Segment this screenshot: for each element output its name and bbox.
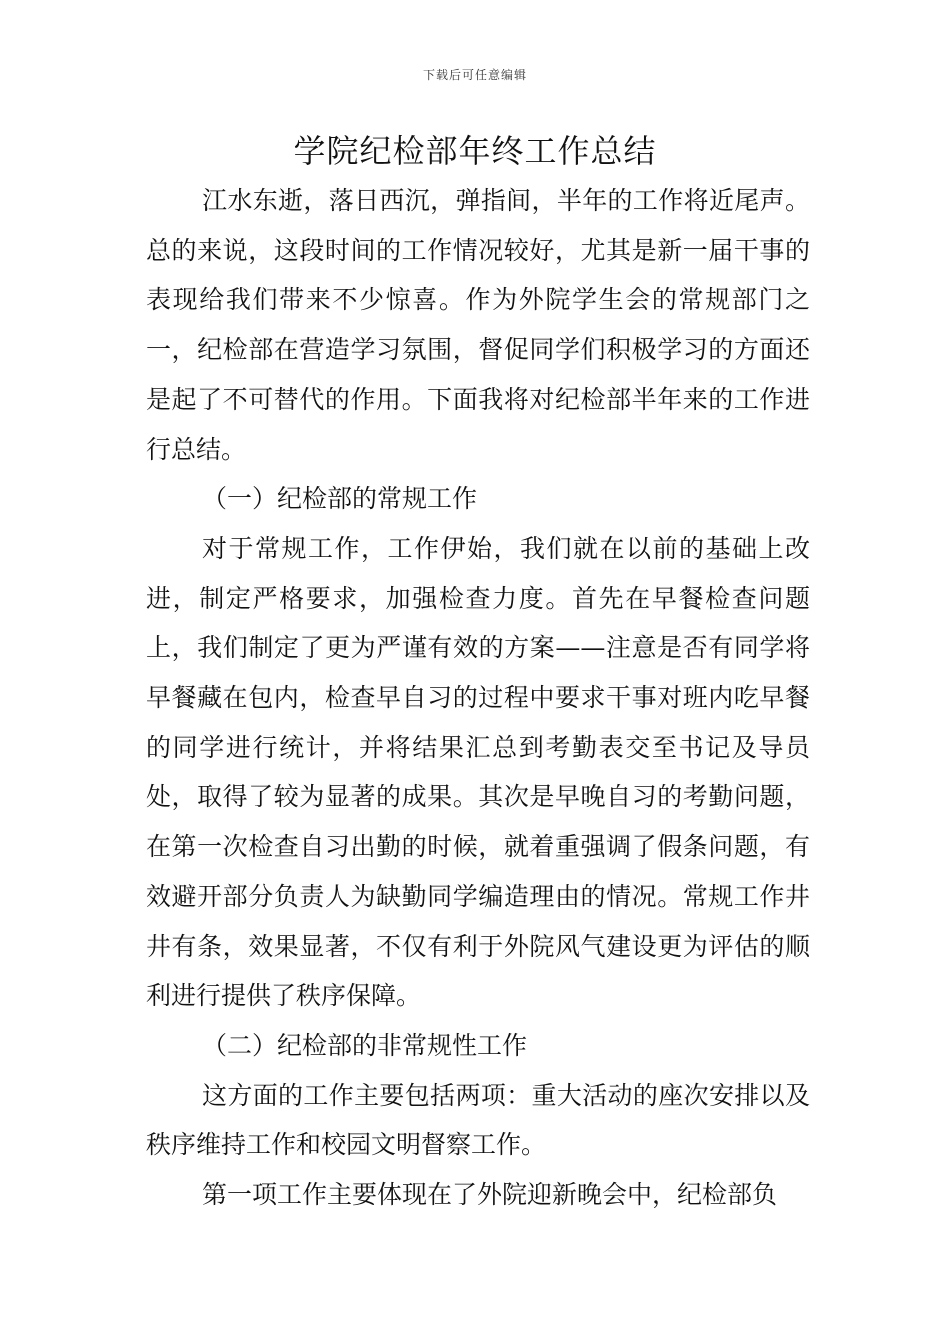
nonroutine-first-item-paragraph: 第一项工作主要体现在了外院迎新晚会中，纪检部负 (202, 1180, 778, 1210)
nonroutine-work-paragraph: 这方面的工作主要包括两项：重大活动的座次安排以及秩序维持工作和校园文明督察工作。 (146, 1080, 810, 1160)
document-title: 学院纪检部年终工作总结 (293, 132, 657, 170)
routine-work-paragraph: 对于常规工作，工作伊始，我们就在以前的基础上改进，制定严格要求，加强检查力度。首先在早餐检查问题上，我们制定了更为严谨有效的方案——注意是否有同学将早餐藏在包内，检查早自习的过程中要求干事对班内吃早餐的同学进行统计，并将结果汇总到考勤表交至书记及导员处，取得了较为显著的成果。其次是早晚自习的考勤问题，在第一次检查自习出勤的时候，就着重强调了假条问题，有效避开部分负责人为缺勤同学编造理由的情况。常规工作井井有条，效果显著，不仅有利于外院风气建设更为评估的顺利进行提供了秩序保障。 (146, 533, 810, 1011)
section-heading-nonroutine: （二）纪检部的非常规性工作 (202, 1030, 528, 1060)
document-body (146, 176, 810, 1220)
section-heading-routine: （一）纪检部的常规工作 (202, 484, 478, 514)
header-note: 下载后可任意编辑 (422, 68, 527, 82)
intro-paragraph: 江水东逝，落日西沉，弹指间，半年的工作将近尾声。总的来说，这段时间的工作情况较好，尤其是新一届干事的表现给我们带来不少惊喜。作为外院学生会的常规部门之一，纪检部在营造学习氛围，督促同学们积极学习的方面还是起了不可替代的作用。下面我将对纪检部半年来的工作进行总结。 (146, 186, 810, 464)
